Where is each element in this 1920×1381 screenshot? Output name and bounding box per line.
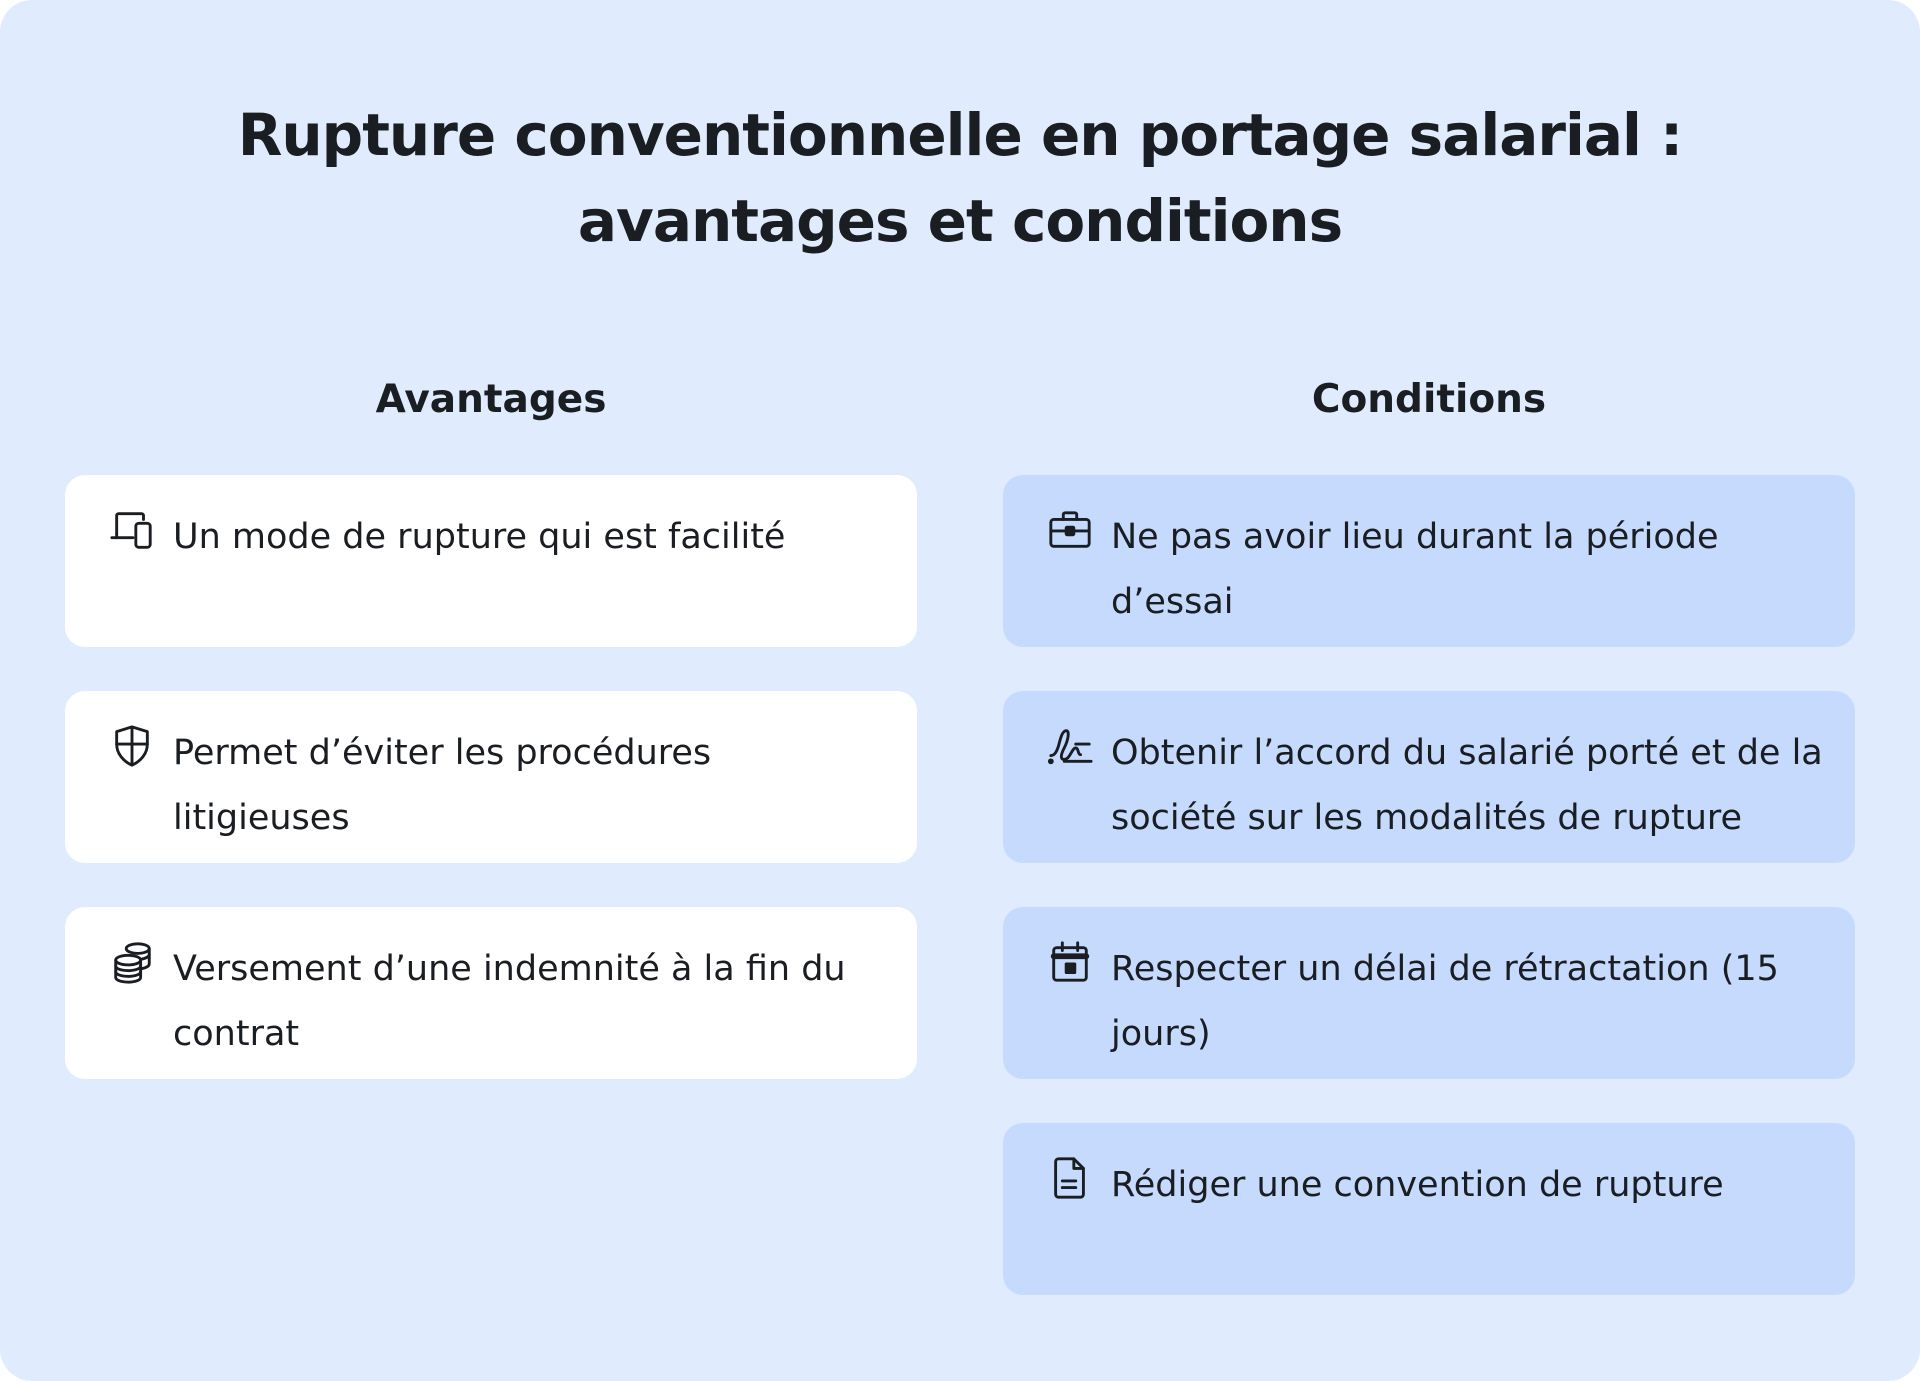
condition-card-accord xyxy=(1003,691,1855,863)
advantage-text: Un mode de rupture qui est facilité xyxy=(173,517,786,557)
conditions-heading: Conditions xyxy=(1311,377,1547,422)
condition-text: Rédiger une convention de rupture xyxy=(1111,1165,1724,1205)
signature-icon xyxy=(1043,719,1097,773)
advantage-card-litiges xyxy=(65,691,917,863)
coins-icon xyxy=(105,935,159,989)
document-icon xyxy=(1043,1151,1097,1205)
calendar-icon xyxy=(1043,935,1097,989)
advantage-text: Permet d’éviter les procédures litigieuses xyxy=(173,733,712,838)
condition-card-retractation xyxy=(1003,907,1855,1079)
page-title-line-1: Rupture conventionnelle en portage salarial : xyxy=(237,101,1683,169)
advantage-card-indemnite xyxy=(65,907,917,1079)
condition-text: Respecter un délai de rétractation (15 jours) xyxy=(1111,949,1779,1054)
avantages-heading: Avantages xyxy=(375,377,607,422)
advantage-card-facilite xyxy=(65,475,917,647)
condition-card-essai xyxy=(1003,475,1855,647)
shield-icon xyxy=(105,719,159,773)
page-title xyxy=(0,92,1920,264)
condition-card-convention xyxy=(1003,1123,1855,1295)
page-title-line-2: avantages et conditions xyxy=(577,187,1343,255)
condition-text: Obtenir l’accord du salarié porté et de la société sur les modalités de rupture xyxy=(1111,733,1823,838)
advantage-text: Versement d’une indemnité à la fin du contrat xyxy=(173,949,846,1054)
condition-text: Ne pas avoir lieu durant la période d’essai xyxy=(1111,517,1719,622)
devices-icon xyxy=(105,503,159,557)
briefcase-icon xyxy=(1043,503,1097,557)
